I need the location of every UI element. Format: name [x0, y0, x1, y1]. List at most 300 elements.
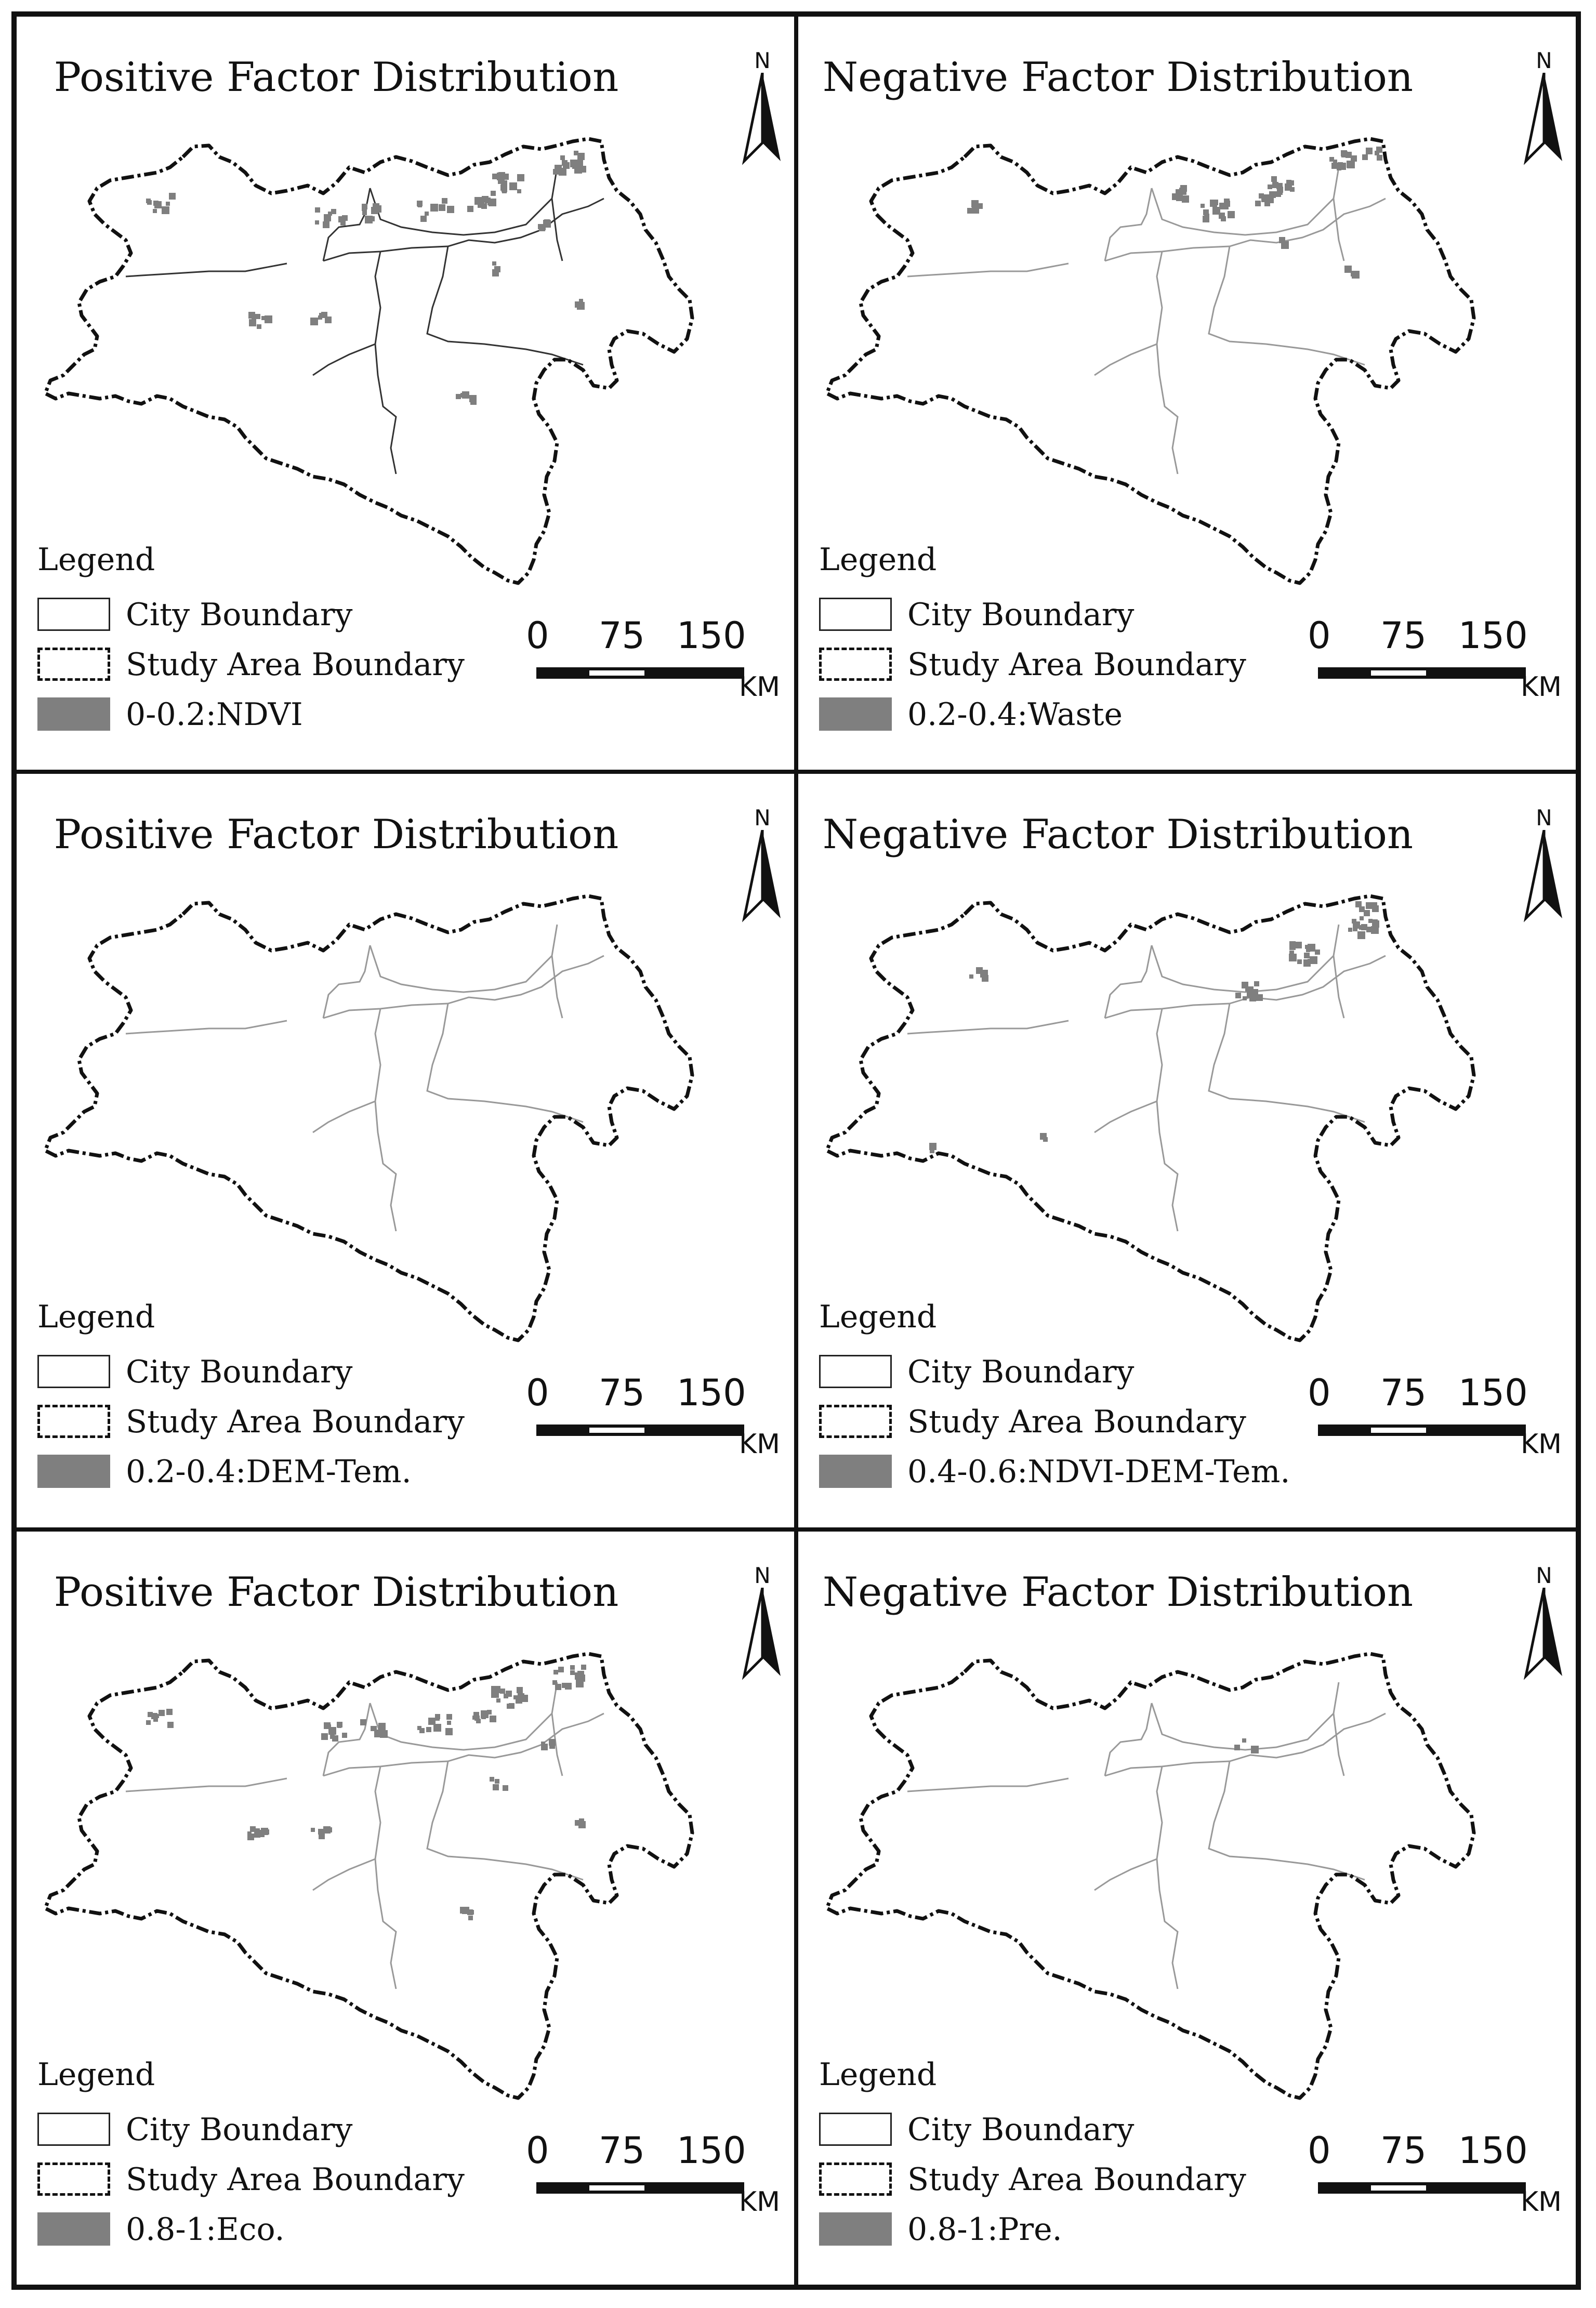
- legend-label-study: Study Area Boundary: [907, 1404, 1246, 1441]
- hotspot-cell: [493, 1686, 500, 1693]
- city-boundary-line: [1094, 344, 1157, 375]
- hotspot-cell: [447, 1721, 451, 1725]
- hotspot-cell: [1179, 193, 1183, 197]
- hotspot-cell: [1212, 200, 1218, 205]
- hotspot-cell: [1261, 194, 1269, 202]
- map-panel-6: [796, 1529, 1578, 2287]
- city-boundary-swatch: [37, 2113, 110, 2146]
- map-panel-3: [15, 772, 796, 1529]
- hotspot-cell: [250, 1826, 256, 1832]
- hotspot-cell: [1234, 1745, 1240, 1750]
- hotspot-cell: [162, 206, 169, 214]
- hotspot-cell: [492, 270, 499, 276]
- hotspot-cell: [541, 1744, 548, 1750]
- map-panel-1: [15, 15, 796, 772]
- city-boundary-line: [313, 1101, 375, 1132]
- hotspot-cell: [579, 1818, 584, 1824]
- hotspot-cell: [327, 1827, 332, 1832]
- legend: [819, 1299, 1290, 1507]
- hotspot-cell: [1305, 945, 1309, 949]
- hotspot-cell: [447, 206, 454, 213]
- hotspot-cell: [1366, 148, 1373, 154]
- hotspot-cell: [169, 193, 176, 200]
- legend-item-class: [37, 1450, 505, 1492]
- hotspot-cell: [1295, 942, 1302, 948]
- hotspot-cell: [153, 209, 157, 213]
- hotspot-cell: [1268, 184, 1272, 189]
- city-boundary-line: [1334, 1713, 1344, 1776]
- hotspot-cell: [1366, 902, 1373, 909]
- hotspot-cell: [256, 1828, 260, 1832]
- scale-label-zero: 0: [526, 1371, 549, 1415]
- hotspot-cell: [1277, 189, 1283, 195]
- hotspot-cell: [442, 198, 447, 204]
- hotspot-cell: [1242, 982, 1248, 988]
- hotspot-cell: [971, 200, 979, 207]
- hotspot-cell: [1341, 150, 1347, 156]
- legend-label-study: Study Area Boundary: [126, 2161, 465, 2198]
- city-boundary-line: [427, 246, 583, 365]
- panel-title: Positive Factor Distribution: [54, 54, 619, 101]
- hotspot-cell: [1276, 183, 1283, 189]
- hotspot-cell: [1368, 919, 1373, 923]
- city-boundary-line: [907, 1021, 1069, 1034]
- legend-item-study: [819, 2158, 1287, 2200]
- study-area-boundary: [45, 139, 692, 583]
- panel-title: Positive Factor Distribution: [54, 1568, 619, 1616]
- hotspot-cell: [503, 1785, 508, 1791]
- hotspot-cell: [1242, 1738, 1246, 1743]
- scale-label-zero: 0: [1308, 614, 1331, 657]
- hotspot-cell: [517, 189, 521, 193]
- legend-item-study: [37, 2158, 505, 2200]
- hotspot-cell: [315, 220, 319, 225]
- scale-bar-segment: [589, 1428, 644, 1433]
- city-boundary-line: [375, 1009, 396, 1231]
- hotspot-cell: [1360, 916, 1364, 920]
- hotspot-cell: [371, 207, 378, 214]
- hotspot-cell: [552, 1680, 557, 1685]
- hotspot-cell: [1310, 956, 1317, 964]
- scale-bar: [510, 1371, 781, 1475]
- city-boundary-line: [1105, 188, 1152, 261]
- hotspot-cell: [969, 974, 973, 979]
- panel-title: Negative Factor Distribution: [822, 1568, 1414, 1616]
- legend-item-city: [37, 2108, 505, 2150]
- hotspot-cell: [1337, 166, 1341, 170]
- hotspot-cell: [493, 1784, 499, 1790]
- hotspot-cell: [1235, 993, 1241, 998]
- hotspot-cell: [378, 1723, 386, 1730]
- hotspot-cell: [559, 169, 563, 174]
- legend-item-city: [819, 1351, 1287, 1392]
- map-panel-4: [796, 772, 1578, 1529]
- hotspot-cell: [1251, 1746, 1259, 1753]
- panel-title: Negative Factor Distribution: [822, 54, 1414, 101]
- legend-item-class: [37, 2208, 505, 2250]
- hotspot-cell: [428, 1718, 436, 1725]
- hotspot-cell: [446, 1714, 452, 1720]
- study-area-map: [819, 136, 1536, 604]
- city-boundary-line: [427, 1761, 583, 1880]
- hotspot-cell: [1243, 996, 1247, 1000]
- study-area-map: [819, 893, 1536, 1361]
- legend-title: Legend: [37, 1299, 155, 1336]
- hotspot-cell: [487, 1710, 492, 1714]
- hotspot-cell: [967, 208, 973, 214]
- hotspot-cell: [502, 187, 507, 192]
- legend-label-city: City Boundary: [907, 1354, 1135, 1391]
- hotspot-cell: [456, 394, 461, 399]
- hotspot-cell: [543, 220, 551, 228]
- city-boundary-line: [375, 252, 396, 474]
- hotspot-cell: [167, 1722, 174, 1728]
- city-boundary-line: [552, 956, 562, 1018]
- hotspot-cell: [1271, 176, 1277, 182]
- city-boundary-line: [323, 945, 370, 1018]
- hotspot-cell: [579, 166, 586, 173]
- hotspot-cell: [929, 1143, 937, 1150]
- hotspot-cell: [146, 1720, 151, 1725]
- hotspot-cell: [1361, 924, 1367, 930]
- hotspot-cell: [311, 1828, 315, 1832]
- study-area-map: [37, 1651, 755, 2119]
- hotspot-cell: [328, 212, 332, 216]
- city-boundary-line: [313, 1859, 375, 1890]
- hotspot-cell: [504, 1694, 508, 1698]
- city-boundary-line: [907, 1778, 1069, 1791]
- scale-label-zero: 0: [526, 614, 549, 657]
- class-fill-swatch: [37, 1455, 110, 1488]
- hotspot-cell: [1357, 931, 1365, 939]
- hotspot-cell: [1182, 195, 1189, 203]
- city-boundary-line: [907, 263, 1069, 276]
- hotspot-cell: [1372, 926, 1376, 930]
- legend: [37, 542, 505, 749]
- legend-label-city: City Boundary: [907, 2111, 1135, 2148]
- scale-label-max: 150: [1458, 2129, 1528, 2172]
- hotspot-cell: [318, 315, 322, 320]
- hotspot-cell: [445, 1728, 453, 1735]
- factor-hotspots: [929, 901, 1379, 1153]
- scale-label-mid: 75: [1380, 1371, 1427, 1415]
- hotspot-cell: [1220, 205, 1224, 209]
- scale-label-mid: 75: [599, 2129, 645, 2172]
- hotspot-cell: [1176, 189, 1180, 194]
- hotspot-cell: [491, 191, 496, 196]
- hotspot-cell: [1224, 201, 1230, 207]
- study-area-boundary: [45, 1654, 692, 2098]
- city-boundaries: [907, 1682, 1386, 1989]
- hotspot-cell: [549, 1743, 555, 1749]
- hotspot-cell: [159, 1710, 165, 1716]
- hotspot-cell: [257, 324, 261, 329]
- scale-label-max: 150: [1458, 614, 1528, 657]
- hotspot-cell: [509, 182, 517, 190]
- scale-label-mid: 75: [599, 1371, 645, 1415]
- scale-unit: KM: [739, 671, 780, 703]
- legend-label-class: 0.4-0.6:NDVI-DEM-Tem.: [907, 1454, 1290, 1491]
- legend-item-city: [819, 2108, 1287, 2150]
- hotspot-cell: [379, 1730, 384, 1734]
- panel-title: Positive Factor Distribution: [54, 811, 619, 859]
- city-boundary-line: [1157, 1009, 1178, 1231]
- hotspot-cell: [460, 393, 465, 398]
- legend-title: Legend: [819, 1299, 937, 1336]
- city-boundaries: [126, 925, 604, 1231]
- study-area-swatch: [819, 2162, 892, 2196]
- hotspot-cell: [430, 204, 438, 212]
- hotspot-cell: [517, 174, 524, 181]
- hotspot-cell: [321, 1733, 328, 1740]
- city-boundary-line: [1105, 945, 1152, 1018]
- hotspot-cell: [252, 315, 256, 319]
- hotspot-cell: [1286, 180, 1291, 185]
- hotspot-cell: [1372, 905, 1379, 912]
- hotspot-cell: [492, 261, 496, 266]
- city-boundary-line: [370, 925, 557, 992]
- scale-bar: [1292, 1371, 1562, 1475]
- study-area-swatch: [37, 1405, 110, 1438]
- scale-label-zero: 0: [1308, 2129, 1331, 2172]
- scale-label-mid: 75: [1380, 2129, 1427, 2172]
- hotspot-cell: [553, 1670, 558, 1674]
- hotspot-cell: [166, 202, 170, 206]
- hotspot-cell: [362, 210, 367, 215]
- scale-label-max: 150: [1458, 1371, 1528, 1415]
- legend-label-class: 0.8-1:Eco.: [126, 2211, 285, 2248]
- hotspot-cell: [560, 155, 565, 160]
- class-fill-swatch: [819, 697, 892, 731]
- scale-label-max: 150: [677, 1371, 746, 1415]
- study-area-map: [37, 136, 755, 604]
- scale-label-mid: 75: [599, 614, 645, 657]
- study-area-swatch: [37, 648, 110, 681]
- legend-label-study: Study Area Boundary: [907, 647, 1246, 683]
- scale-bar-segment: [589, 2185, 644, 2191]
- study-area-boundary: [827, 1654, 1474, 2098]
- legend-title: Legend: [37, 542, 155, 578]
- legend-item-class: [819, 2208, 1287, 2250]
- study-area-swatch: [37, 2162, 110, 2196]
- city-boundary-line: [552, 199, 562, 261]
- city-boundary-line: [1157, 1766, 1178, 1989]
- legend-label-city: City Boundary: [126, 1354, 353, 1391]
- north-label: N: [1536, 48, 1552, 73]
- city-boundary-line: [1334, 956, 1344, 1018]
- legend-item-class: [37, 693, 505, 735]
- scale-label-max: 150: [677, 2129, 746, 2172]
- north-label: N: [754, 805, 771, 831]
- city-boundary-line: [370, 167, 557, 235]
- city-boundary-swatch: [819, 2113, 892, 2146]
- hotspot-cell: [370, 216, 375, 221]
- hotspot-cell: [518, 1690, 522, 1694]
- hotspot-cell: [558, 1667, 564, 1672]
- hotspot-cell: [492, 174, 498, 179]
- study-area-swatch: [819, 1405, 892, 1438]
- hotspot-cell: [1353, 927, 1357, 931]
- study-area-swatch: [819, 648, 892, 681]
- legend-label-study: Study Area Boundary: [907, 2161, 1246, 2198]
- north-label: N: [1536, 1562, 1552, 1588]
- hotspot-cell: [490, 1716, 496, 1722]
- hotspot-cell: [332, 1735, 338, 1742]
- city-boundary-line: [370, 1682, 557, 1750]
- panel-title: Negative Factor Distribution: [822, 811, 1414, 859]
- hotspot-cell: [435, 1716, 440, 1721]
- hotspot-cell: [247, 1834, 254, 1840]
- scale-label-mid: 75: [1380, 614, 1427, 657]
- hotspot-cell: [1315, 949, 1320, 955]
- hotspot-cell: [1289, 944, 1296, 950]
- hotspot-cell: [315, 207, 320, 213]
- hotspot-cell: [337, 1724, 341, 1728]
- hotspot-cell: [1213, 207, 1218, 212]
- class-fill-swatch: [819, 1455, 892, 1488]
- hotspot-cell: [570, 1665, 575, 1670]
- city-boundary-line: [126, 1021, 287, 1034]
- legend-item-class: [819, 1450, 1290, 1492]
- legend-label-city: City Boundary: [126, 597, 353, 633]
- hotspot-cell: [1362, 154, 1368, 160]
- hotspot-cell: [433, 1724, 441, 1732]
- legend: [37, 1299, 505, 1507]
- class-fill-swatch: [37, 2212, 110, 2246]
- hotspot-cell: [473, 1712, 479, 1718]
- class-fill-swatch: [37, 697, 110, 731]
- city-boundary-swatch: [37, 1355, 110, 1388]
- scale-bar-segment: [1371, 670, 1426, 676]
- city-boundary-line: [323, 188, 370, 261]
- hotspot-cell: [490, 1777, 494, 1782]
- hotspot-cell: [323, 221, 329, 228]
- city-boundary-line: [1209, 1004, 1365, 1122]
- scale-bar: [1292, 2129, 1562, 2233]
- city-boundary-line: [1209, 1761, 1365, 1880]
- legend-label-city: City Boundary: [907, 597, 1135, 633]
- scale-bar-segment: [589, 670, 644, 676]
- hotspot-cell: [261, 316, 266, 320]
- city-boundary-swatch: [819, 598, 892, 631]
- factor-hotspots: [146, 151, 586, 405]
- legend-label-city: City Boundary: [126, 2111, 353, 2148]
- city-boundary-line: [1094, 1101, 1157, 1132]
- legend: [819, 2056, 1287, 2264]
- hotspot-cell: [565, 1683, 572, 1690]
- legend-item-study: [819, 643, 1287, 685]
- hotspot-cell: [148, 1712, 153, 1717]
- legend-label-class: 0.2-0.4:Waste: [907, 696, 1123, 733]
- hotspot-cell: [146, 199, 151, 203]
- legend-title: Legend: [819, 542, 937, 578]
- hotspot-cell: [1297, 959, 1302, 964]
- hotspot-cell: [326, 1724, 331, 1729]
- hotspot-cell: [570, 1670, 575, 1675]
- legend-label-class: 0.2-0.4:DEM-Tem.: [126, 1454, 412, 1491]
- hotspot-cell: [476, 1719, 481, 1723]
- legend-label-class: 0-0.2:NDVI: [126, 696, 303, 733]
- hotspot-cell: [502, 175, 506, 179]
- hotspot-cell: [468, 1916, 473, 1920]
- city-boundary-swatch: [819, 1355, 892, 1388]
- study-area-boundary: [45, 896, 692, 1340]
- hotspot-cell: [310, 318, 318, 325]
- hotspot-cell: [340, 220, 346, 226]
- study-area-map: [37, 893, 755, 1361]
- legend-label-study: Study Area Boundary: [126, 1404, 465, 1441]
- hotspot-cell: [1377, 155, 1382, 161]
- city-boundary-line: [1209, 246, 1365, 365]
- hotspot-cell: [1255, 201, 1261, 206]
- hotspot-cell: [575, 301, 581, 308]
- hotspot-cell: [249, 319, 256, 326]
- hotspot-cell: [166, 1709, 173, 1715]
- legend-title: Legend: [37, 2056, 155, 2093]
- hotspot-cell: [487, 201, 492, 205]
- factor-hotspots: [146, 1665, 586, 1920]
- map-panel-2: [796, 15, 1578, 772]
- hotspot-cell: [265, 315, 272, 323]
- hotspot-cell: [1256, 994, 1263, 1001]
- hotspot-cell: [342, 1733, 347, 1738]
- hotspot-cell: [1228, 211, 1235, 218]
- hotspot-cell: [1040, 1133, 1047, 1140]
- scale-unit: KM: [739, 2186, 780, 2218]
- hotspot-cell: [1359, 906, 1365, 912]
- hotspot-cell: [982, 975, 988, 982]
- city-boundary-line: [1334, 199, 1344, 261]
- hotspot-cell: [481, 1714, 486, 1719]
- hotspot-cell: [1348, 928, 1352, 932]
- hotspot-cell: [467, 206, 473, 212]
- hotspot-cell: [581, 1665, 586, 1670]
- scale-unit: KM: [1521, 1429, 1562, 1460]
- hotspot-cell: [362, 206, 367, 211]
- legend-item-city: [37, 594, 505, 635]
- hotspot-cell: [1201, 204, 1205, 208]
- scale-label-zero: 0: [1308, 1371, 1331, 1415]
- scale-unit: KM: [1521, 671, 1562, 703]
- hotspot-cell: [509, 1703, 515, 1709]
- hotspot-cell: [1281, 242, 1288, 248]
- study-area-boundary: [827, 896, 1474, 1340]
- legend-title: Legend: [819, 2056, 937, 2093]
- city-boundary-line: [313, 344, 375, 375]
- hotspot-cell: [495, 1779, 499, 1784]
- hotspot-cell: [1347, 161, 1355, 168]
- legend-label-class: 0.8-1:Pre.: [907, 2211, 1062, 2248]
- legend-item-city: [37, 1351, 505, 1392]
- city-boundary-line: [323, 1703, 370, 1776]
- study-area-map: [819, 1651, 1536, 2119]
- hotspot-cell: [1289, 951, 1294, 955]
- legend-label-study: Study Area Boundary: [126, 647, 465, 683]
- hotspot-cell: [371, 1726, 376, 1731]
- hotspot-cell: [1290, 187, 1295, 192]
- hotspot-cell: [1344, 266, 1352, 273]
- scale-bar-segment: [1371, 1428, 1426, 1433]
- city-boundary-line: [1094, 1859, 1157, 1890]
- hotspot-cell: [474, 197, 482, 205]
- legend-item-class: [819, 693, 1287, 735]
- north-label: N: [1536, 805, 1552, 831]
- hotspot-cell: [1304, 953, 1310, 958]
- scale-bar: [1292, 614, 1562, 718]
- hotspot-cell: [470, 399, 477, 405]
- legend: [819, 542, 1287, 749]
- hotspot-cell: [1375, 151, 1379, 155]
